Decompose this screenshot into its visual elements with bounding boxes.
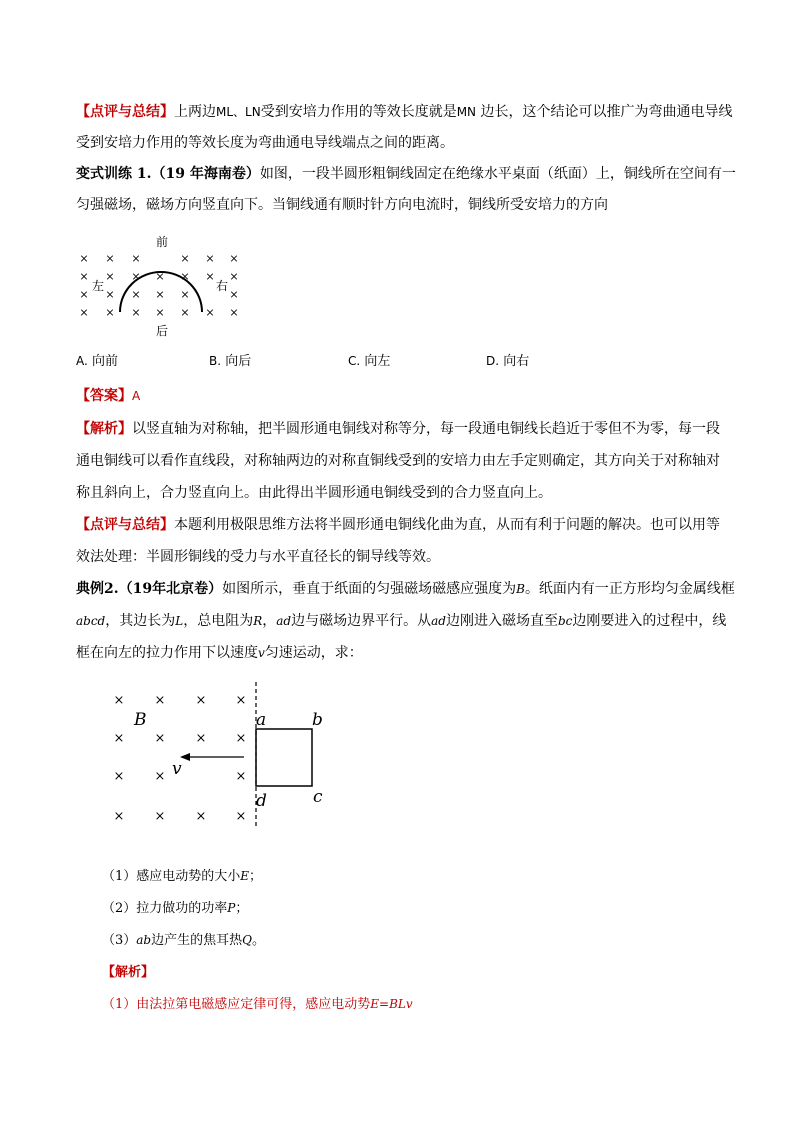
cross-mark: × — [155, 306, 165, 319]
cross-mark: × — [180, 288, 190, 301]
cross-mark: × — [235, 731, 247, 746]
cross-mark: × — [79, 288, 89, 301]
cross-mark: × — [195, 731, 207, 746]
summary-paragraph-1-line2 — [76, 127, 726, 160]
cross-mark: × — [205, 270, 215, 283]
label-left: 左 — [91, 279, 105, 293]
summary2-tag: 【点评与总结】 — [76, 517, 174, 533]
summary-text: 上两边 — [174, 104, 216, 120]
analysis-text: 以竖直轴为对称轴，把半圆形通电铜线对称等分，每一段通电铜线长趋近于零但不为零，每一段 — [132, 421, 720, 437]
summary-tag: 【点评与总结】 — [76, 104, 174, 120]
example2-label: 典例2.（19年北京卷） — [76, 581, 223, 597]
cross-mark: × — [79, 252, 89, 265]
label-b: b — [312, 710, 323, 730]
summary-text: 边长，这个结论可以推广为弯曲通电导线 — [476, 104, 733, 120]
label-B: B — [134, 710, 147, 730]
cross-mark: × — [154, 731, 166, 746]
summary-text: 受到安培力作用的等效长度为弯曲通电导线端点之间的距离。 — [76, 135, 454, 151]
variant-line-1 — [76, 158, 736, 191]
label-a: a — [256, 710, 267, 730]
cross-mark: × — [180, 306, 190, 319]
analysis2-line-1: （1）由法拉第电磁感应定律可得，感应电动势E=BLv — [102, 997, 413, 1012]
cross-mark: × — [155, 270, 165, 283]
cross-mark: × — [113, 693, 125, 708]
cross-mark: × — [154, 693, 166, 708]
label-d: d — [256, 791, 267, 811]
square-loop-figure — [100, 682, 350, 832]
cross-mark: × — [180, 252, 190, 265]
cross-mark: × — [195, 809, 207, 824]
semicircle-wire-figure — [70, 228, 250, 343]
question-3: （3）ab边产生的焦耳热Q。 — [102, 933, 265, 948]
cross-mark: × — [113, 769, 125, 784]
cross-mark: × — [229, 306, 239, 319]
variant-label: 变式训练 1.（19 年海南卷） — [76, 166, 260, 182]
cross-mark: × — [105, 270, 115, 283]
cross-mark: × — [195, 693, 207, 708]
formula-emf: E=BLv — [370, 997, 413, 1011]
cross-mark: × — [79, 270, 89, 283]
cross-mark: × — [113, 809, 125, 824]
cross-mark: × — [131, 252, 141, 265]
cross-mark: × — [180, 270, 190, 283]
analysis-line-2 — [76, 445, 726, 478]
label-right: 右 — [215, 279, 229, 293]
analysis2-tag: 【解析】 — [102, 965, 155, 980]
square-loop — [256, 729, 312, 786]
label-c: c — [313, 787, 323, 807]
cross-mark: × — [154, 769, 166, 784]
option-d: D. 向右 — [486, 354, 530, 369]
summary2-text: 本题利用极限思维方法将半圆形通电铜线化曲为直，从而有利于问题的解决。也可以用等 — [174, 517, 720, 533]
cross-mark: × — [235, 769, 247, 784]
variant-text: 如图，一段半圆形粗铜线固定在绝缘水平桌面（纸面）上，铜线所在空间有一 — [259, 166, 736, 182]
analysis-tag: 【解析】 — [76, 421, 132, 437]
cross-mark: × — [105, 252, 115, 265]
cross-mark: × — [235, 693, 247, 708]
analysis-line-3 — [76, 477, 726, 510]
summary2-line-2 — [76, 541, 726, 574]
question-1: （1）感应电动势的大小E； — [102, 869, 263, 884]
cross-mark: × — [235, 809, 247, 824]
summary2-text: 效法处理：半圆形铜线的受力与水平直径长的铜导线等效。 — [76, 549, 440, 565]
option-a: A. 向前 — [76, 354, 118, 369]
question-2: （2）拉力做功的功率P； — [102, 901, 249, 916]
analysis-text: 通电铜线可以看作直线段，对称轴两边的对称直铜线受到的安培力由左手定则确定，其方向关于对称轴对 — [76, 453, 720, 469]
cross-mark: × — [131, 306, 141, 319]
cross-mark: × — [131, 288, 141, 301]
example2-line-1: 典例2.（19年北京卷）如图所示，垂直于纸面的匀强磁场磁感应强度为B。纸面内有一正方形均匀金属线框 — [76, 581, 735, 597]
answer-line — [76, 380, 726, 413]
summary2-line-1 — [76, 509, 726, 542]
cross-mark: × — [105, 306, 115, 319]
cross-mark: × — [205, 306, 215, 319]
cross-mark: × — [155, 288, 165, 301]
cross-mark: × — [229, 270, 239, 283]
cross-mark: × — [131, 270, 141, 283]
cross-mark: × — [205, 252, 215, 265]
example2-line-3: 框在向左的拉力作用下以速度v匀速运动，求： — [76, 645, 363, 661]
cross-mark: × — [105, 288, 115, 301]
cross-mark: × — [154, 809, 166, 824]
label-back: 后 — [155, 324, 169, 338]
summary-ml-ln: ML、LN — [216, 105, 261, 119]
variant-line-2 — [76, 189, 726, 222]
example2-line-2: abcd，其边长为L，总电阻为R，ad边与磁场边界平行。从ad边刚进入磁场直至bc边刚要进入的过程中，线 — [76, 613, 727, 629]
summary-text: 受到安培力作用的等效长度就是 — [260, 104, 457, 120]
cross-mark: × — [229, 288, 239, 301]
summary-paragraph-1 — [76, 96, 733, 129]
cross-mark: × — [113, 731, 125, 746]
analysis-line-1 — [76, 413, 726, 446]
option-b: B. 向后 — [209, 354, 252, 369]
summary-mn: MN — [456, 105, 477, 119]
label-front: 前 — [155, 235, 169, 249]
variant-text: 匀强磁场，磁场方向竖直向下。当铜线通有顺时针方向电流时，铜线所受安培力的方向 — [76, 197, 608, 213]
answer-tag: 【答案】 — [76, 388, 132, 404]
label-v: v — [172, 759, 182, 779]
answer-value: A — [132, 389, 141, 403]
cross-mark: × — [229, 252, 239, 265]
analysis-text: 称且斜向上，合力竖直向上。由此得出半圆形通电铜线受到的合力竖直向上。 — [76, 485, 552, 501]
answer-options — [76, 350, 726, 380]
option-c: C. 向左 — [348, 354, 391, 369]
cross-mark: × — [79, 306, 89, 319]
